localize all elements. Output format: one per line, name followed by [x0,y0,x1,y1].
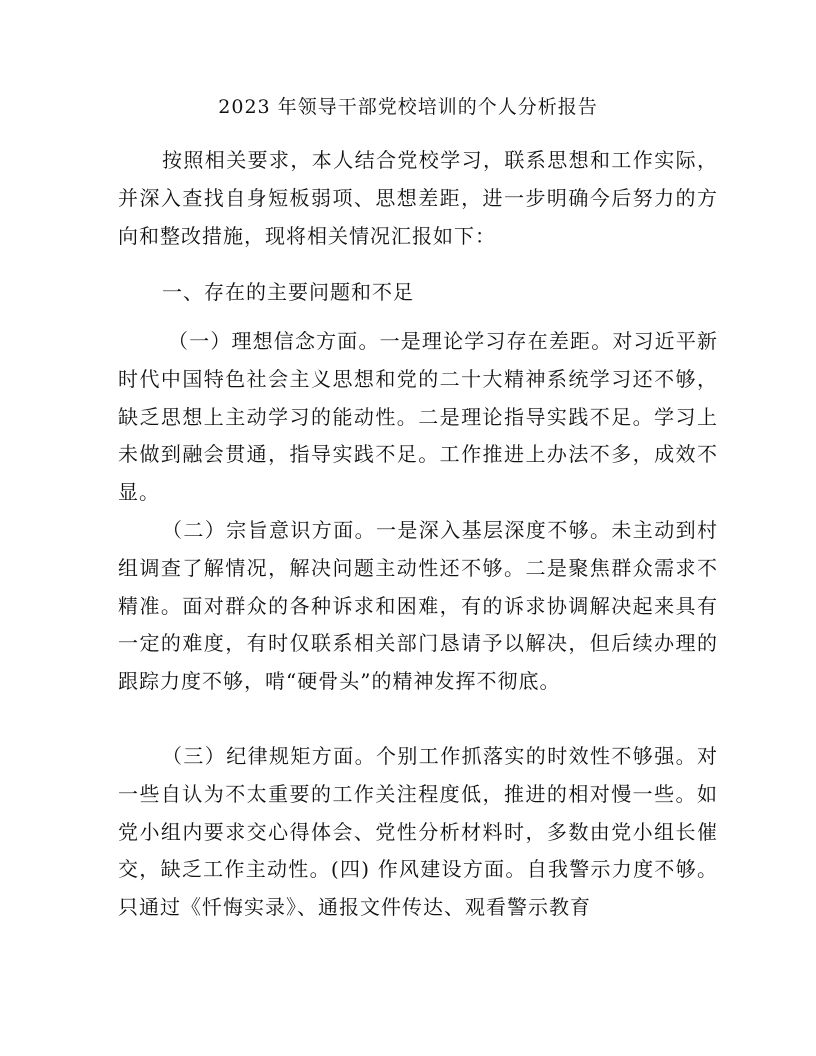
paragraph-purpose: （二）宗旨意识方面。一是深入基层深度不够。未主动到村组调查了解情况，解决问题主动性还不够。二是聚焦群众需求不精准。面对群众的各种诉求和困难，有的诉求协调解决起来具有一定的难度，有时仅联系相关部门恳请予以解决，但后续办理的跟踪力度不够，啃“硬骨头”的精神发挥不彻底。 [118,518,718,694]
intro-paragraph: 按照相关要求，本人结合党校学习，联系思想和工作实际，并深入查找自身短板弱项、思想差距，进一步明确今后努力的方向和整改措施，现将相关情况汇报如下： [118,148,718,248]
paragraph-discipline: （三）纪律规矩方面。个别工作抓落实的时效性不够强。对一些自认为不太重要的工作关注程度低，推进的相对慢一些。如党小组内要求交心得体会、党性分析材料时，多数由党小组长催交，缺乏工作主动性。(四) 作风建设方面。自我警示力度不够。只通过《忏悔实录》、通报文件传达、观看警示教育 [118,744,718,920]
section-heading: 一、存在的主要问题和不足 [162,280,414,304]
paragraph-ideals: （一）理想信念方面。一是理论学习存在差距。对习近平新时代中国特色社会主义思想和党的二十大精神系统学习还不够，缺乏思想上主动学习的能动性。二是理论指导实践不足。学习上未做到融会贯通，指导实践不足。工作推进上办法不多，成效不显。 [118,329,718,505]
document-title: 2023 年领导干部党校培训的个人分析报告 [218,96,598,118]
